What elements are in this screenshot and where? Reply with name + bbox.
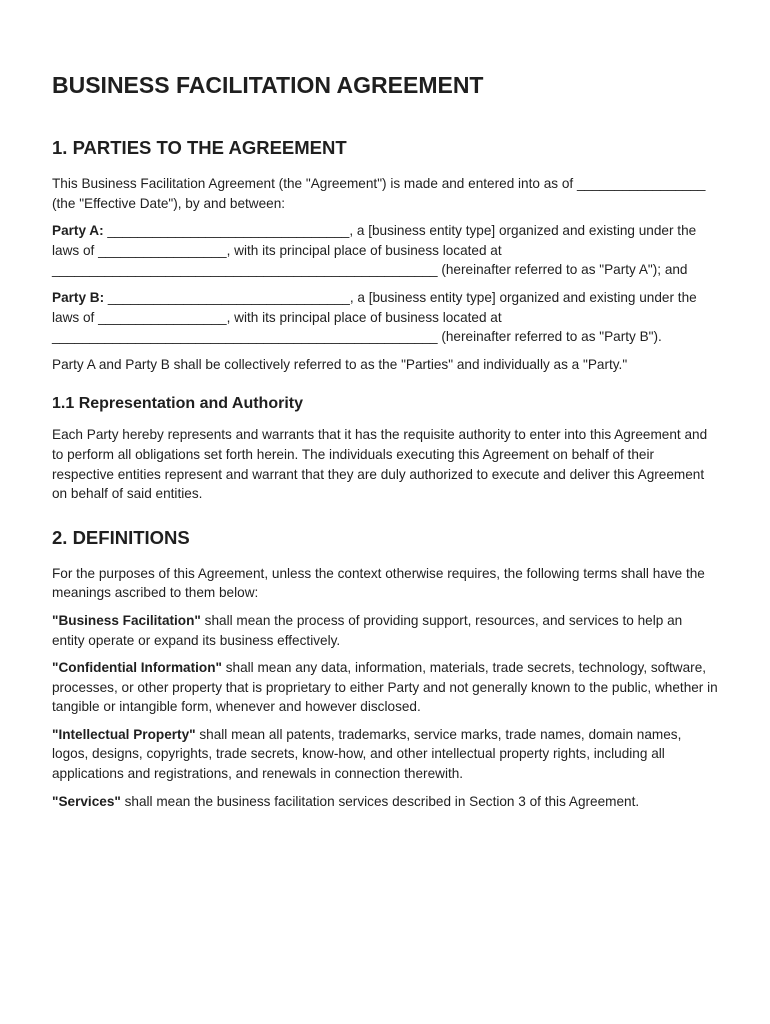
definition-term: "Confidential Information" xyxy=(52,660,222,676)
definition-term: "Services" xyxy=(52,793,121,809)
section-2-intro: For the purposes of this Agreement, unless the context otherwise requires, the following terms shall have the meanings ascribed to them below: xyxy=(52,565,705,601)
section-1-intro: This Business Facilitation Agreement (the "Agreement") is made and entered into as of _________________ (the "Effective Date"), by and between: xyxy=(52,176,706,211)
definition-text: shall mean any data, information, materials, trade secrets, technology, software, processes, or other property that is proprietary to either Party and not generally known to the public, whether in tangible or intangible form, whenever and however disclosed. xyxy=(52,660,718,715)
party-b-paragraph xyxy=(52,288,718,347)
party-a-text: ________________________________, a [business entity type] organized and existing under the laws of _________________, with its principal place of business located at ___________________________________________________ (hereinafter referred to as "Party A"); and xyxy=(52,223,697,278)
section-1-heading: 1. PARTIES TO THE AGREEMENT xyxy=(52,137,347,158)
definition-services xyxy=(52,792,718,812)
definition-intellectual-property xyxy=(52,725,718,784)
party-b-text: ________________________________, a [business entity type] organized and existing under the laws of _________________, with its principal place of business located at ___________________________________________________ (hereinafter referred to as "Party B"). xyxy=(52,289,697,345)
section-1-1-text: Each Party hereby represents and warrants that it has the requisite authority to enter into this Agreement and to perform all obligations set forth herein. The individuals executing this Agreement on behalf of their respective entities represent and warrant that they are duly authorized to execute and deliver this Agreement on behalf of said entities. xyxy=(52,427,708,502)
party-a-paragraph xyxy=(52,221,718,280)
definition-business-facilitation xyxy=(52,611,718,650)
party-b-label: Party B: xyxy=(52,289,105,305)
section-1-1-heading: 1.1 Representation and Authority xyxy=(52,395,303,413)
section-2-heading: 2. DEFINITIONS xyxy=(52,526,190,548)
definition-confidential-information xyxy=(52,658,718,717)
parties-collective-paragraph: Party A and Party B shall be collectively referred to as the "Parties" and individually as a "Party." xyxy=(52,356,628,372)
definition-term: "Intellectual Property" xyxy=(52,726,196,742)
definition-term: "Business Facilitation" xyxy=(52,612,201,628)
definition-text: shall mean the process of providing support, resources, and services to help an entity operate or expand its business effectively. xyxy=(52,612,683,648)
party-a-label: Party A: xyxy=(52,223,104,239)
document-title: BUSINESS FACILITATION AGREEMENT xyxy=(52,72,484,98)
definition-text: shall mean all patents, trademarks, service marks, trade names, domain names, logos, designs, copyrights, trade secrets, know-how, and other intellectual property rights, including all applications and registrations, and renewals in connection therewith. xyxy=(52,726,682,782)
definition-text: shall mean the business facilitation services described in Section 3 of this Agreement. xyxy=(120,793,640,809)
